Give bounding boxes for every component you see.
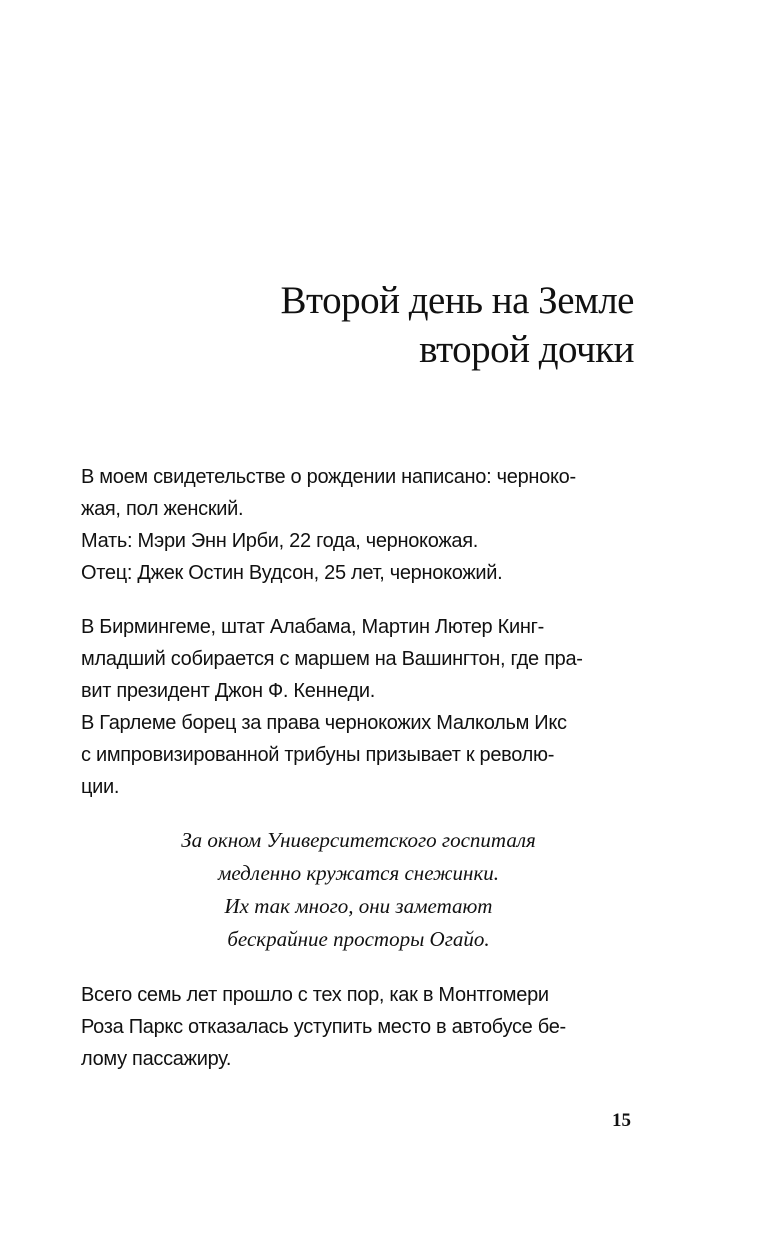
text-line: вит президент Джон Ф. Кеннеди. — [81, 680, 375, 702]
paragraph-historical-context — [81, 611, 641, 803]
text-line: с импровизированной трибуны призывает к револю- — [81, 744, 555, 766]
poem-stanza — [81, 824, 636, 956]
text-line: В Гарлеме борец за права чернокожих Малкольм Икс — [81, 712, 567, 734]
text-line: Мать: Мэри Энн Ирби, 22 года, чернокожая. — [81, 530, 479, 552]
poem-line: Их так много, они заметают — [224, 894, 493, 918]
text-line: младший собирается с маршем на Вашингтон, где пра- — [81, 648, 583, 670]
text-line: Всего семь лет прошло с тех пор, как в Монтгомери — [81, 984, 549, 1006]
text-line: В моем свидетельстве о рождении написано: черноко- — [81, 466, 576, 488]
chapter-title-line: второй дочки — [419, 328, 634, 371]
paragraph-birth-certificate — [81, 461, 641, 589]
chapter-title — [281, 276, 634, 374]
paragraph-rosa-parks — [81, 979, 641, 1075]
poem-line: бескрайние просторы Огайо. — [227, 927, 490, 951]
text-line: Роза Паркс отказалась уступить место в автобусе бе- — [81, 1016, 566, 1038]
text-line: ции. — [81, 776, 120, 798]
text-line: В Бирмингеме, штат Алабама, Мартин Лютер Кинг- — [81, 616, 544, 638]
poem-line: За окном Университетского госпиталя — [181, 828, 536, 852]
page-number: 15 — [612, 1110, 631, 1131]
poem-line: медленно кружатся снежинки. — [217, 861, 500, 885]
text-line: жая, пол женский. — [81, 498, 244, 520]
text-line: Отец: Джек Остин Вудсон, 25 лет, чернокожий. — [81, 562, 503, 584]
text-line: лому пассажиру. — [81, 1048, 232, 1070]
chapter-title-line: Второй день на Земле — [280, 279, 634, 322]
